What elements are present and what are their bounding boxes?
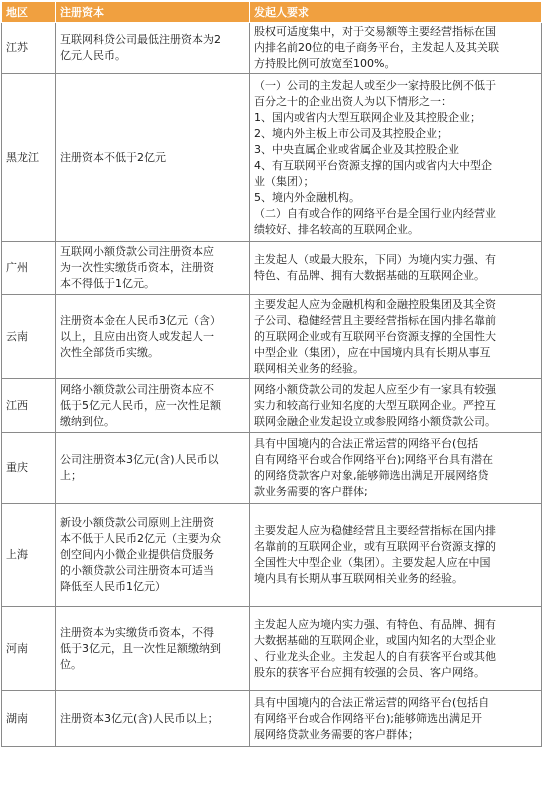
table-row xyxy=(2,295,542,379)
capital-cell: 注册资本3亿元(含)人民币以上； xyxy=(56,691,250,747)
sponsor-cell: 主要发起人应为稳健经营且主要经营指标在国内排 名靠前的互联网企业，或有互联网平台资源支撑的 全国性大中型企业（集团）。主要发起人应在中国 境内具有长期从事互联网相关业务的经验。 xyxy=(250,504,542,607)
region-cell: 江苏 xyxy=(2,23,56,74)
regulation-table xyxy=(1,1,542,747)
sponsor-cell: 主发起人（或最大股东，下同）为境内实力强、有 特色、有品牌、拥有大数据基础的互联网企业。 xyxy=(250,242,542,295)
region-cell: 黑龙江 xyxy=(2,74,56,242)
region-cell: 重庆 xyxy=(2,433,56,504)
table-header-row xyxy=(2,2,542,23)
region-cell: 江西 xyxy=(2,379,56,433)
header-registered-capital: 注册资本 xyxy=(56,2,250,23)
header-region: 地区 xyxy=(2,2,56,23)
table-row xyxy=(2,691,542,747)
sponsor-cell: 股权可适度集中，对于交易额等主要经营指标在国 内排名前20位的电子商务平台，主发起人及其关联 方持股比例可放宽至100%。 xyxy=(250,23,542,74)
sponsor-cell: 网络小额贷款公司的发起人应至少有一家具有较强 实力和较高行业知名度的大型互联网企业。严控互 联网金融企业发起设立或参股网络小额贷款公司。 xyxy=(250,379,542,433)
table-row xyxy=(2,379,542,433)
capital-cell: 互联网科贷公司最低注册资本为2 亿元人民币。 xyxy=(56,23,250,74)
table-row xyxy=(2,504,542,607)
table-row xyxy=(2,23,542,74)
capital-cell: 注册资本为实缴货币资本，不得 低于3亿元，且一次性足额缴纳到 位。 xyxy=(56,607,250,691)
region-cell: 广州 xyxy=(2,242,56,295)
sponsor-cell: 主要发起人应为金融机构和金融控股集团及其全资 子公司、稳健经营且主要经营指标在国内排名靠前 的互联网企业或有互联网平台资源支撑的全国性大 中型企业（集团），应在中国境内具有长期从事互 联网相关业务的经验。 xyxy=(250,295,542,379)
region-cell: 云南 xyxy=(2,295,56,379)
sponsor-cell: 具有中国境内的合法正常运营的网络平台(包括 自有网络平台或合作网络平台);网络平台具有潜在 的网络贷款客户对象,能够筛选出满足开展网络贷 款业务需要的客户群体; xyxy=(250,433,542,504)
header-sponsor-requirements: 发起人要求 xyxy=(250,2,542,23)
capital-cell: 互联网小额贷款公司注册资本应 为一次性实缴货币资本，注册资 本不得低于1亿元。 xyxy=(56,242,250,295)
sponsor-cell: （一）公司的主发起人或至少一家持股比例不低于 百分之十的企业出资人为以下情形之一： 1、国内或省内大型互联网企业及其控股企业； 2、境内外主板上市公司及其控股企业； 3、中央直属企业或省属企业及其控股企业 4、有互联网平台资源支撑的国内或省内大中型企 业（集团）； 5、境内外金融机构。 （二）自有或合作的网络平台是全国行业内经营业 绩较好、排名较高的互联网企业。 xyxy=(250,74,542,242)
table-row xyxy=(2,242,542,295)
table-row xyxy=(2,433,542,504)
sponsor-cell: 具有中国境内的合法正常运营的网络平台(包括自 有网络平台或合作网络平台);能够筛选出满足开 展网络贷款业务需要的客户群体； xyxy=(250,691,542,747)
capital-cell: 公司注册资本3亿元(含)人民币以 上； xyxy=(56,433,250,504)
region-cell: 河南 xyxy=(2,607,56,691)
capital-cell: 新设小额贷款公司原则上注册资 本不低于人民币2亿元（主要为众 创空间内小微企业提供信贷服务 的小额贷款公司注册资本可适当 降低至人民币1亿元） xyxy=(56,504,250,607)
region-cell: 湖南 xyxy=(2,691,56,747)
table-row xyxy=(2,74,542,242)
region-cell: 上海 xyxy=(2,504,56,607)
capital-cell: 网络小额贷款公司注册资本应不 低于5亿元人民币，应一次性足额 缴纳到位。 xyxy=(56,379,250,433)
capital-cell: 注册资本不低于2亿元 xyxy=(56,74,250,242)
sponsor-cell: 主发起人应为境内实力强、有特色、有品牌、拥有 大数据基础的互联网企业，或国内知名的大型企业 、行业龙头企业。主发起人的自有获客平台或其他 股东的获客平台应拥有较强的会员、客户网络。 xyxy=(250,607,542,691)
capital-cell: 注册资本金在人民币3亿元（含） 以上，且应由出资人或发起人一 次性全部货币实缴。 xyxy=(56,295,250,379)
table-row xyxy=(2,607,542,691)
